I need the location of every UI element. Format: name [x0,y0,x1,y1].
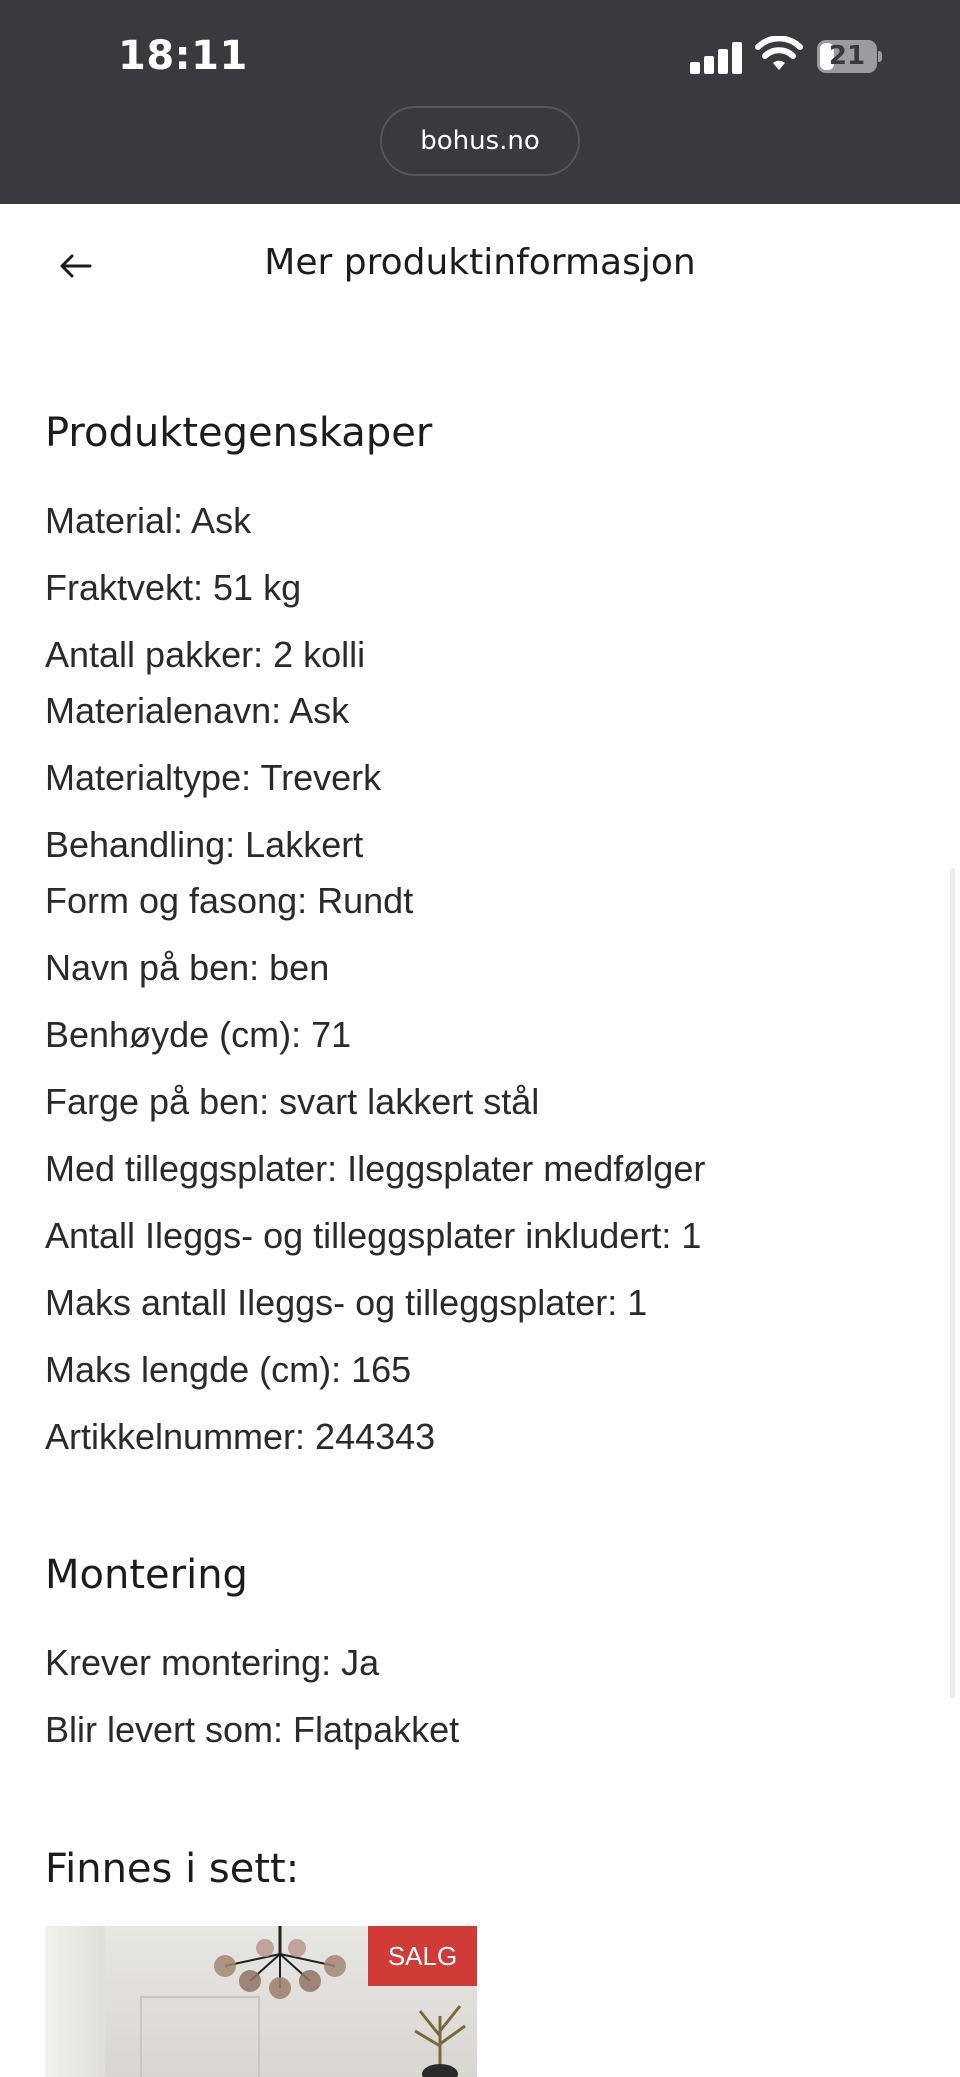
cellular-signal-icon [690,42,742,74]
product-image-curtain [45,1926,105,2077]
property-shape: Form og fasong: Rundt [45,880,414,921]
property-material-name: Materialenavn: Ask [45,690,350,731]
property-leg-name: Navn på ben: ben [45,947,330,988]
property-max-leaves: Maks antall Ileggs- og tilleggsplater: 1 [45,1282,648,1323]
sets-heading: Finnes i sett: [45,1846,300,1892]
property-material: Material: Ask [45,500,252,541]
url-bar[interactable] [380,106,580,176]
properties-heading: Produktegenskaper [45,410,433,456]
assembly-heading: Montering [45,1552,248,1598]
plant-image [405,1986,475,2077]
set-product-card[interactable] [45,1926,477,2077]
property-article-number: Artikkelnummer: 244343 [45,1416,436,1457]
property-shipping-weight: Fraktvekt: 51 kg [45,567,302,608]
property-leg-color: Farge på ben: svart lakkert stål [45,1081,540,1122]
wifi-icon [755,36,803,74]
browser-top-bar [0,0,960,204]
property-material-type: Materialtype: Treverk [45,757,382,798]
chandelier-image [205,1926,355,2016]
property-extension-leaves: Med tilleggsplater: Ileggsplater medfølger [45,1148,706,1189]
property-package-count: Antall pakker: 2 kolli [45,634,366,675]
property-max-length: Maks lengde (cm): 165 [45,1349,412,1390]
property-treatment: Behandling: Lakkert [45,824,364,865]
scrollbar[interactable] [950,868,955,1698]
property-leaves-included: Antall Ileggs- og tilleggsplater inkludert: 1 [45,1215,702,1256]
property-leg-height: Benhøyde (cm): 71 [45,1014,352,1055]
url-text: bohus.no [420,126,540,156]
status-time: 18:11 [118,33,248,79]
battery-level: 21 [828,41,866,71]
assembly-required: Krever montering: Ja [45,1642,380,1683]
assembly-delivered-as: Blir levert som: Flatpakket [45,1709,460,1750]
sale-badge: SALG [368,1926,477,1986]
page-title: Mer produktinformasjon [264,242,696,283]
battery-icon [817,40,881,73]
